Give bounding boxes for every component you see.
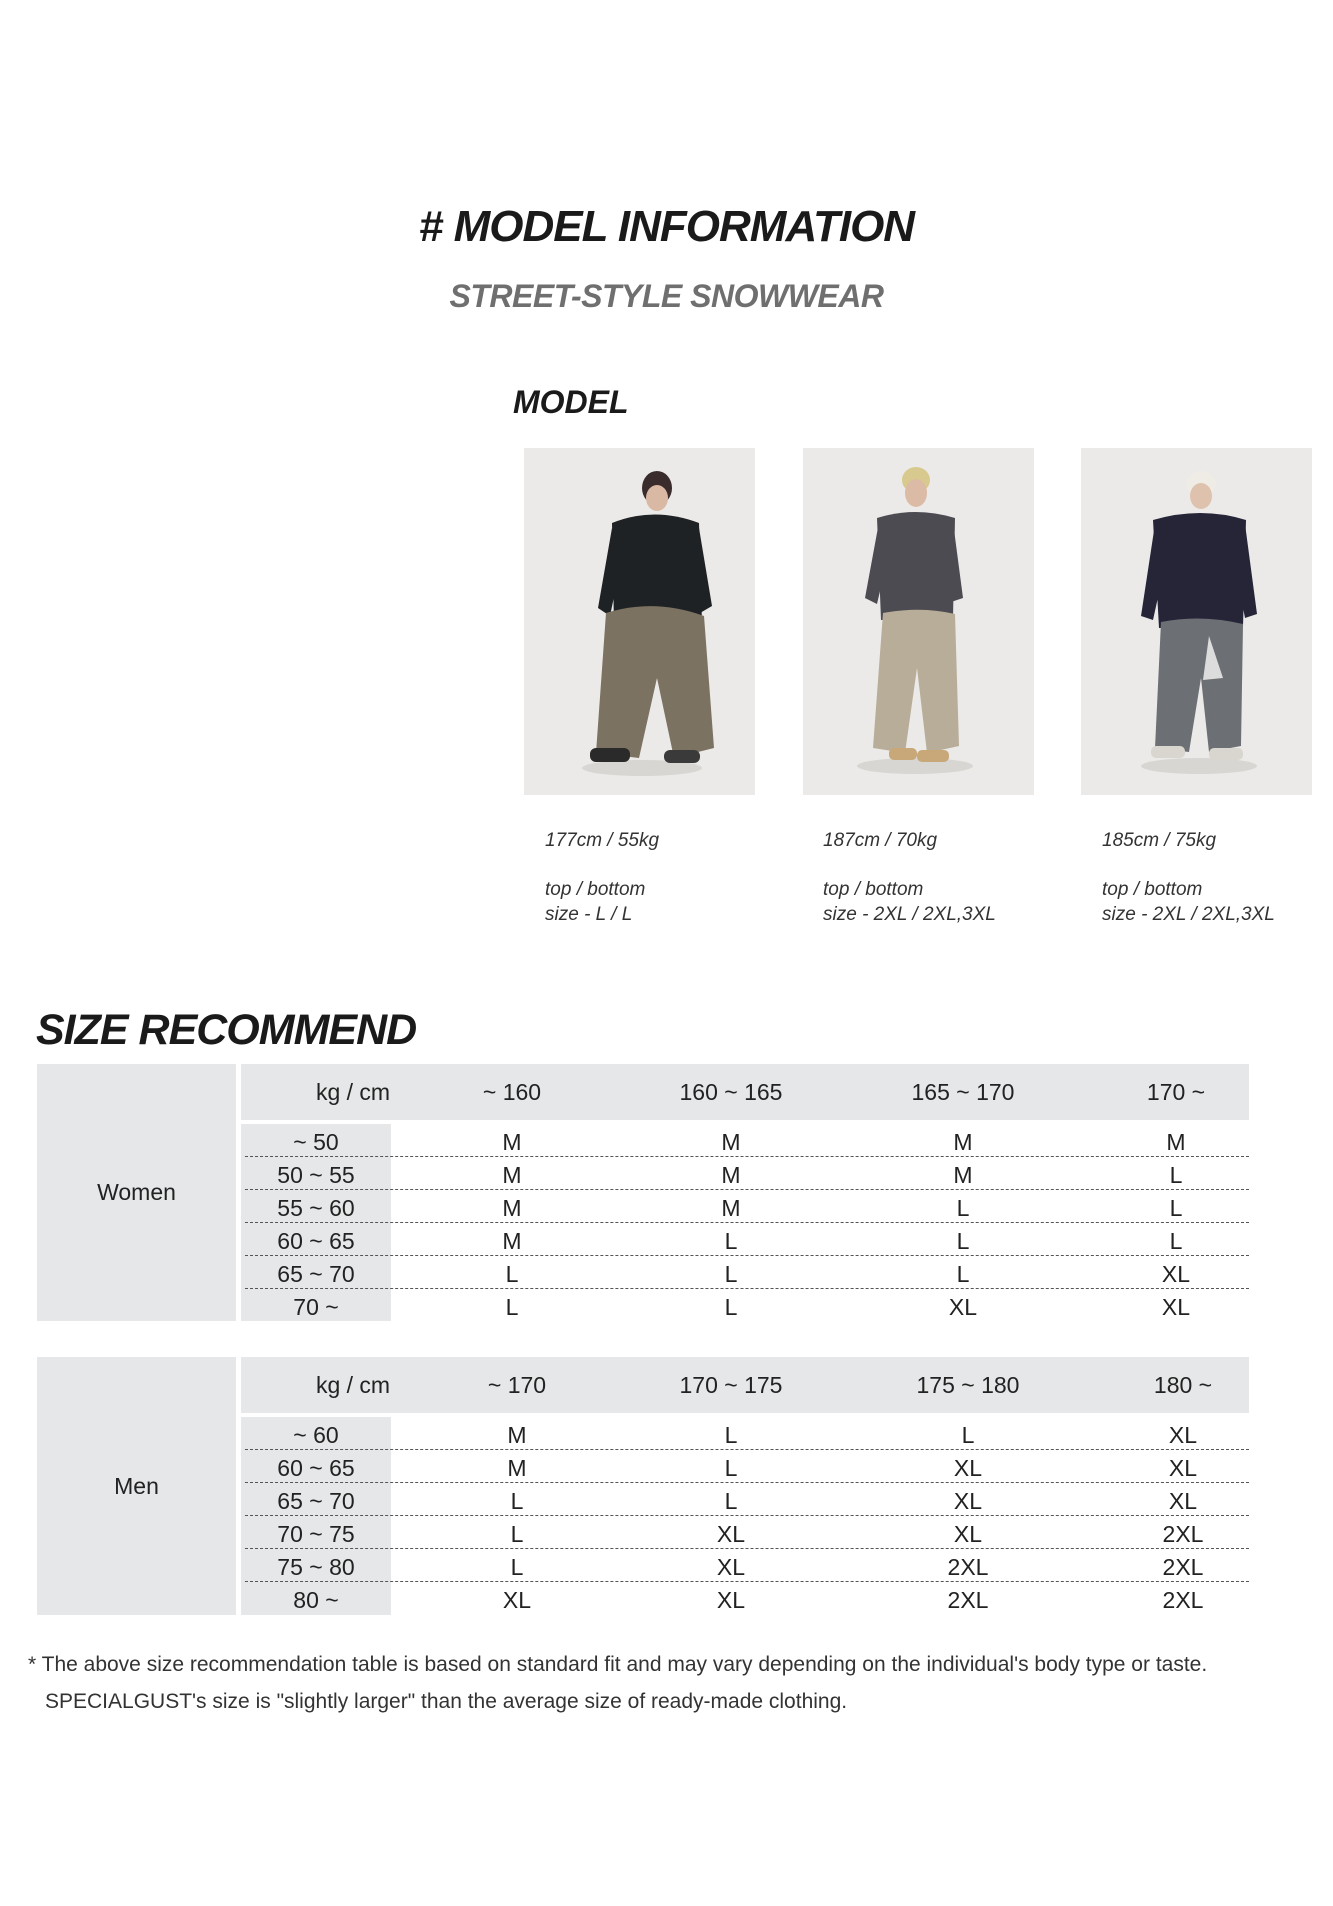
- size-cell: L: [956, 1228, 970, 1254]
- size-cell: L: [724, 1488, 738, 1514]
- model-size: size - 2XL / 2XL,3XL: [823, 904, 996, 925]
- weight-cell: 55 ~ 60: [277, 1195, 355, 1221]
- size-cell: XL: [953, 1455, 983, 1481]
- size-cell: M: [507, 1455, 527, 1481]
- weight-cell: ~ 50: [293, 1129, 339, 1155]
- size-cell: L: [956, 1195, 970, 1221]
- size-cell: XL: [502, 1587, 532, 1613]
- table-row: [241, 1157, 1249, 1190]
- size-cell: L: [1169, 1228, 1183, 1254]
- size-cell: L: [510, 1521, 524, 1547]
- size-cell: M: [721, 1162, 741, 1188]
- men-size-table: [37, 1357, 1249, 1615]
- men-label: Men: [37, 1357, 236, 1615]
- weight-cell: 80 ~: [293, 1587, 339, 1613]
- model-heading: MODEL: [513, 384, 629, 420]
- size-cell: L: [505, 1294, 519, 1320]
- women-size-table: [37, 1064, 1249, 1321]
- men-header-row: [241, 1357, 1249, 1413]
- size-cell: M: [953, 1129, 973, 1155]
- model-size: size - 2XL / 2XL,3XL: [1102, 904, 1275, 925]
- size-cell: L: [956, 1261, 970, 1287]
- size-cell: L: [724, 1455, 738, 1481]
- height-header: 170 ~ 175: [679, 1372, 783, 1398]
- size-cell: XL: [953, 1488, 983, 1514]
- table-row: [241, 1582, 1249, 1615]
- weight-cell: 65 ~ 70: [277, 1261, 355, 1287]
- height-header: ~ 170: [487, 1372, 547, 1398]
- height-header: 170 ~: [1146, 1079, 1206, 1105]
- weight-cell: 60 ~ 65: [277, 1455, 355, 1481]
- women-label: Women: [37, 1064, 236, 1321]
- size-cell: XL: [1161, 1294, 1191, 1320]
- model-fit-label: top / bottom: [823, 879, 924, 900]
- table-row: [241, 1223, 1249, 1256]
- size-cell: 2XL: [1162, 1554, 1204, 1580]
- table-row: [241, 1289, 1249, 1322]
- size-cell: M: [721, 1195, 741, 1221]
- model-info-2: [823, 828, 996, 927]
- table-row: [241, 1417, 1249, 1450]
- model-photo-2: [803, 448, 1034, 795]
- model-fit-label: top / bottom: [545, 879, 646, 900]
- size-cell: L: [510, 1554, 524, 1580]
- size-cell: XL: [716, 1521, 746, 1547]
- model-stats: 177cm / 55kg: [545, 830, 660, 851]
- model-info-3: [1102, 828, 1275, 927]
- table-row: [241, 1483, 1249, 1516]
- size-cell: L: [510, 1488, 524, 1514]
- size-cell: XL: [1168, 1488, 1198, 1514]
- size-recommend-heading: SIZE RECOMMEND: [36, 1006, 417, 1054]
- size-cell: XL: [948, 1294, 978, 1320]
- size-cell: XL: [716, 1554, 746, 1580]
- weight-cell: 70 ~ 75: [277, 1521, 355, 1547]
- corner-label: kg / cm: [315, 1079, 391, 1105]
- model-stats: 187cm / 70kg: [823, 830, 938, 851]
- table-row: [241, 1190, 1249, 1223]
- model-size: size - L / L: [545, 904, 633, 925]
- height-header: 180 ~: [1153, 1372, 1213, 1398]
- size-cell: L: [724, 1294, 738, 1320]
- model-photo-3: [1081, 448, 1312, 795]
- size-cell: M: [502, 1162, 522, 1188]
- size-cell: XL: [1168, 1422, 1198, 1448]
- weight-cell: 70 ~: [293, 1294, 339, 1320]
- height-header: 160 ~ 165: [679, 1079, 783, 1105]
- table-row: [241, 1256, 1249, 1289]
- model-photo-1: [524, 448, 755, 795]
- size-cell: M: [507, 1422, 527, 1448]
- weight-cell: 60 ~ 65: [277, 1228, 355, 1254]
- table-row: [241, 1549, 1249, 1582]
- model-stats: 185cm / 75kg: [1102, 830, 1217, 851]
- size-cell: M: [502, 1129, 522, 1155]
- size-cell: XL: [1161, 1261, 1191, 1287]
- size-cell: M: [502, 1195, 522, 1221]
- size-cell: 2XL: [947, 1587, 989, 1613]
- model-info-1: [545, 828, 659, 927]
- note-line-2: SPECIALGUST's size is "slightly larger" than the average size of ready-made clothing.: [45, 1690, 848, 1713]
- weight-cell: 75 ~ 80: [277, 1554, 355, 1580]
- size-cell: L: [961, 1422, 975, 1448]
- table-row: [241, 1450, 1249, 1483]
- table-row: [241, 1124, 1249, 1157]
- size-note: [28, 1646, 1207, 1720]
- model-fit-label: top / bottom: [1102, 879, 1203, 900]
- size-cell: L: [724, 1261, 738, 1287]
- size-cell: 2XL: [947, 1554, 989, 1580]
- size-cell: L: [1169, 1195, 1183, 1221]
- women-header-row: [241, 1064, 1249, 1120]
- size-cell: L: [505, 1261, 519, 1287]
- size-cell: M: [953, 1162, 973, 1188]
- size-cell: XL: [716, 1587, 746, 1613]
- size-cell: 2XL: [1162, 1521, 1204, 1547]
- size-cell: L: [1169, 1162, 1183, 1188]
- page-title: # MODEL INFORMATION: [418, 202, 915, 251]
- weight-cell: 65 ~ 70: [277, 1488, 355, 1514]
- size-cell: XL: [953, 1521, 983, 1547]
- size-cell: XL: [1168, 1455, 1198, 1481]
- corner-label: kg / cm: [315, 1372, 391, 1398]
- height-header: ~ 160: [482, 1079, 542, 1105]
- page-subtitle: STREET-STYLE SNOWWEAR: [449, 278, 884, 314]
- size-cell: M: [1166, 1129, 1186, 1155]
- size-cell: L: [724, 1422, 738, 1448]
- height-header: 175 ~ 180: [916, 1372, 1020, 1398]
- size-cell: M: [721, 1129, 741, 1155]
- weight-cell: ~ 60: [293, 1422, 339, 1448]
- height-header: 165 ~ 170: [911, 1079, 1015, 1105]
- table-row: [241, 1516, 1249, 1549]
- note-line-1: * The above size recommendation table is based on standard fit and may vary depending on the individual's body type or taste.: [28, 1653, 1208, 1676]
- weight-cell: 50 ~ 55: [277, 1162, 355, 1188]
- size-cell: L: [724, 1228, 738, 1254]
- size-cell: 2XL: [1162, 1587, 1204, 1613]
- size-cell: M: [502, 1228, 522, 1254]
